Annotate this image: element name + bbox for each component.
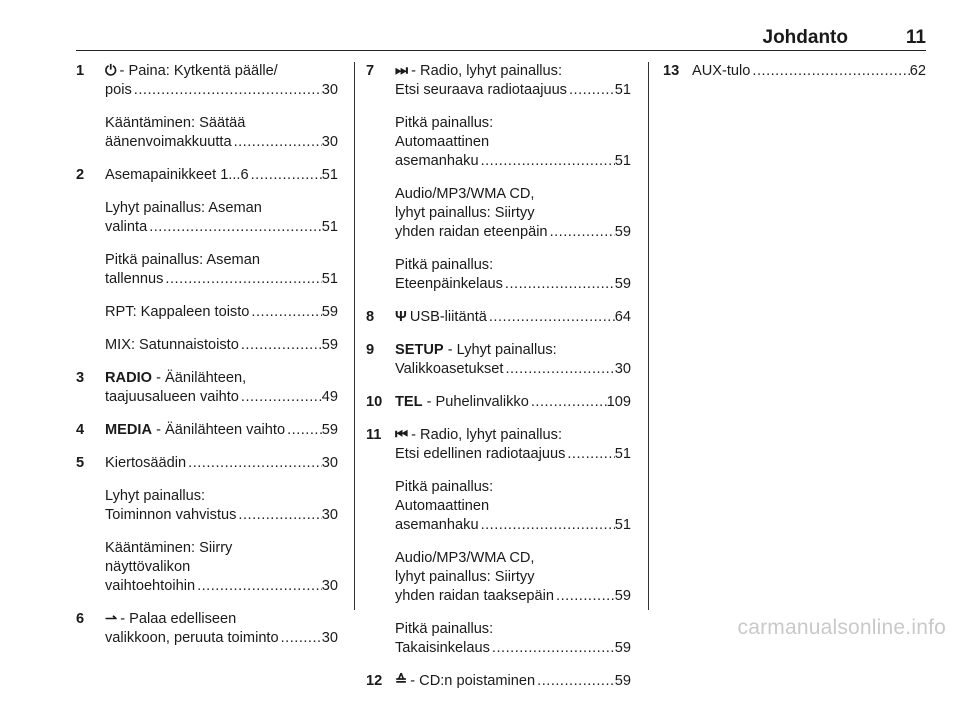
keyword: RADIO: [105, 370, 153, 386]
entry-number: 8: [366, 309, 375, 325]
leader-line: RPT: Kappaleen toisto ..... 59: [105, 303, 338, 322]
page-ref: 51: [321, 219, 338, 235]
index-column-1: [76, 62, 338, 662]
page-ref: 59: [614, 276, 631, 292]
page-ref: 30: [321, 82, 338, 98]
leader-line: Kiertosäädin ..... 30: [105, 454, 338, 473]
leader-line: Valikkoasetukset ..... 30: [395, 360, 631, 379]
page-ref: 30: [321, 630, 338, 646]
entry-number: 4: [76, 422, 85, 438]
page-ref: 30: [321, 455, 338, 471]
leader-line: vaihtoehtoihin ..... 30: [105, 577, 338, 596]
page-ref: 64: [614, 309, 631, 325]
index-entry-4: [76, 421, 338, 440]
leader-line: yhden raidan taaksepäin ..... 59: [395, 587, 631, 606]
index-entry-10: [366, 393, 631, 412]
page-ref: 59: [614, 224, 631, 240]
page-header: [76, 0, 926, 51]
leader-line: äänenvoimakkuutta ..... 30: [105, 133, 338, 152]
index-entry-12: [366, 672, 631, 691]
page-ref: 59: [614, 673, 631, 689]
page-ref: 109: [606, 394, 631, 410]
column-divider: [354, 62, 355, 610]
leader-line: Asemapainikkeet 1...6 ..... 51: [105, 166, 338, 185]
page-ref: 59: [321, 422, 338, 438]
leader-line: valinta ..... 51: [105, 218, 338, 237]
leader-line: pois ..... 30: [105, 81, 338, 100]
leader-line: tallennus ..... 51: [105, 270, 338, 289]
watermark: carmanualsonline.info: [737, 616, 946, 639]
entry-number: 10: [366, 394, 383, 410]
page-number: 11: [905, 27, 926, 48]
entry-number: 9: [366, 342, 375, 358]
column-divider: [648, 62, 649, 610]
leader-line: yhden raidan eteenpäin ..... 59: [395, 223, 631, 242]
page-ref: 59: [614, 588, 631, 604]
index-entry-5: 5 Kiertosäädin ..... 30 Lyhyt painallus: Toiminnon vahvistus ..... 30 Kääntäminen: Siirry näyttövalikon vaihtoehtoihin ..... 30: [76, 454, 338, 596]
index-column-3: [663, 62, 926, 95]
keyword: TEL: [395, 394, 423, 410]
index-column-2: [366, 62, 631, 705]
index-entry-13: [663, 62, 926, 81]
leader-line: AUX-tulo ..... 62: [692, 62, 926, 81]
index-entry-1: 1 ⏻ - Paina: Kytkentä päälle/ pois ..... 30 Kääntäminen: Säätää äänenvoimakkuutta ..... 30: [76, 62, 338, 152]
index-entry-6: 6 ⇀ - Palaa edelliseen valikkoon, peruuta toiminto ..... 30: [76, 610, 338, 648]
leader-line: asemanhaku ..... 51: [395, 152, 631, 171]
keyword: MEDIA: [105, 422, 153, 438]
leader-line: MIX: Satunnaistoisto ..... 59: [105, 336, 338, 355]
page-ref: 51: [614, 446, 631, 462]
index-entry-9: 9 SETUP - Lyhyt painallus: Valikkoasetukset ..... 30: [366, 341, 631, 379]
entry-number: 7: [366, 63, 375, 79]
leader-line: TEL - Puhelinvalikko ..... 109: [395, 393, 631, 412]
index-entry-3: 3 RADIO - Äänilähteen, taajuusalueen vaihto ..... 49: [76, 369, 338, 407]
leader-line: asemanhaku ..... 51: [395, 516, 631, 535]
index-entry-8: [366, 308, 631, 327]
entry-number: 1: [76, 63, 85, 79]
page-ref: 51: [614, 82, 631, 98]
eject-icon: ≙: [395, 673, 408, 689]
page-ref: 59: [321, 337, 338, 353]
page-ref: 51: [321, 271, 338, 287]
index-entry-2: 2 Asemapainikkeet 1...6 ..... 51 Lyhyt painallus: Aseman valinta ..... 51 Pitkä painallus: Aseman tallennus ..... 51 RPT: Kappaleen toisto ..... 59 MIX: Satunnaistoisto ..... 59: [76, 166, 338, 355]
previous-track-icon: ⏮: [395, 427, 409, 443]
page-ref: 51: [614, 517, 631, 533]
entry-number: 3: [76, 370, 85, 386]
back-arrow-icon: ⇀: [105, 611, 118, 627]
entry-number: 5: [76, 455, 85, 471]
keyword: SETUP: [395, 342, 444, 358]
page-ref: 62: [909, 63, 926, 79]
page-ref: 59: [321, 304, 338, 320]
leader-line: Ψ USB-liitäntä ..... 64: [395, 308, 631, 327]
entry-number: 6: [76, 611, 85, 627]
leader-line: Eteenpäinkelaus ..... 59: [395, 275, 631, 294]
index-entry-7: 7 ⏭ - Radio, lyhyt painallus: Etsi seuraava radiotaajuus ..... 51 Pitkä painallus: Automaattinen asemanhaku ..... 51 Audio/MP3/WMA CD, lyhyt painallus: Siirtyy yhden raidan eteenpäin ..... 59 Pitkä painallus: Eteenpäinkelaus ..... 59: [366, 62, 631, 294]
page-ref: 30: [321, 578, 338, 594]
leader-line: Takaisinkelaus ..... 59: [395, 639, 631, 658]
index-entry-11: 11 ⏮ - Radio, lyhyt painallus: Etsi edellinen radiotaajuus ..... 51 Pitkä painallus: Automaattinen asemanhaku ..... 51 Audio/MP3/WMA CD, lyhyt painallus: Siirtyy yhden raidan taaksepäin ..... 59 Pitkä painallus: Takaisinkelaus ..... 59: [366, 426, 631, 658]
leader-line: Etsi seuraava radiotaajuus ..... 51: [395, 81, 631, 100]
entry-number: 11: [366, 427, 382, 443]
leader-line: taajuusalueen vaihto ..... 49: [105, 388, 338, 407]
leader-line: Etsi edellinen radiotaajuus ..... 51: [395, 445, 631, 464]
page-ref: 30: [321, 507, 338, 523]
page-ref: 30: [321, 134, 338, 150]
leader-line: Toiminnon vahvistus ..... 30: [105, 506, 338, 525]
entry-number: 12: [366, 673, 383, 689]
page-ref: 51: [321, 167, 338, 183]
page-ref: 59: [614, 640, 631, 656]
leader-line: valikkoon, peruuta toiminto ..... 30: [105, 629, 338, 648]
leader-line: MEDIA - Äänilähteen vaihto ..... 59: [105, 421, 338, 440]
next-track-icon: ⏭: [395, 63, 409, 79]
page-ref: 49: [321, 389, 338, 405]
leader-line: ≙ - CD:n poistaminen ..... 59: [395, 672, 631, 691]
page-ref: 51: [614, 153, 631, 169]
entry-number: 2: [76, 167, 85, 183]
power-icon: ⏻: [105, 63, 117, 79]
page-title: Johdanto: [762, 27, 848, 48]
page-ref: 30: [614, 361, 631, 377]
entry-number: 13: [663, 63, 680, 79]
usb-icon: Ψ: [395, 309, 407, 325]
